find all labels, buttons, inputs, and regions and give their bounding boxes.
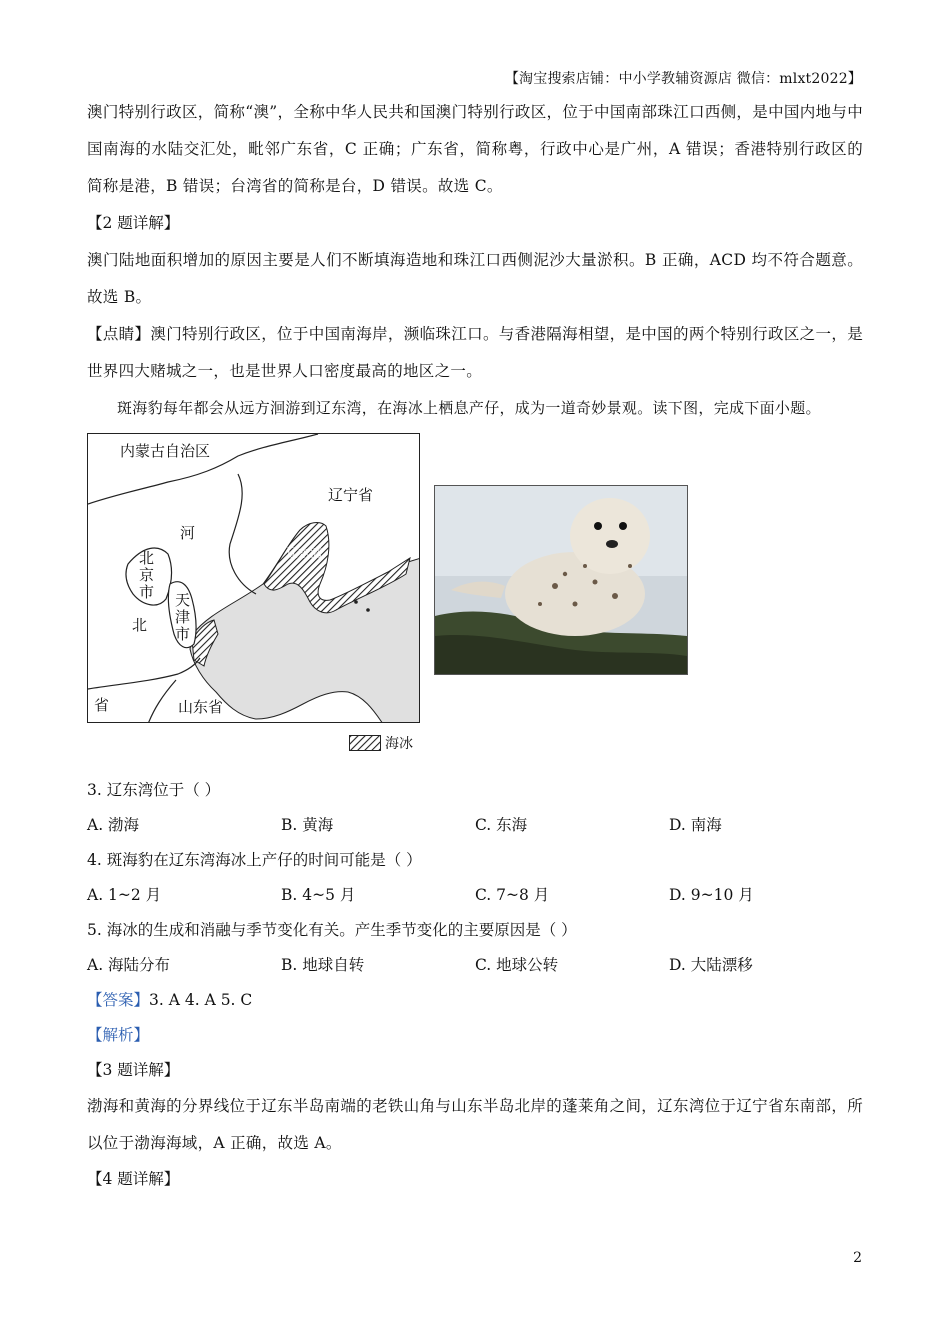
question-3-option-a[interactable]: A. 渤海: [87, 816, 140, 834]
boundary-shandong: [88, 658, 200, 689]
question-5-option-d[interactable]: D. 大陆漂移: [669, 956, 753, 974]
label-liaoning: 辽宁省: [328, 486, 374, 504]
figure-area: [87, 433, 863, 773]
liaodong-bay-map: [87, 433, 420, 723]
label-hebei-he: 河: [180, 524, 196, 542]
island-dot-2: [366, 608, 370, 612]
map-legend: [349, 733, 413, 753]
label-hebei-sheng: 省: [94, 696, 110, 714]
question-5-option-b[interactable]: B. 地球自转: [281, 956, 365, 974]
island-dot-1: [354, 600, 358, 604]
page-number: 2: [853, 1250, 862, 1266]
point-text: 澳门特别行政区，位于中国南海岸，濒临珠江口。与香港隔海相望，是中国的两个特别行政区之一，是世界四大赌城之一，也是世界人口密度最高的地区之一。: [87, 325, 863, 380]
label-liaodong-bay: 辽东湾: [286, 546, 323, 560]
question-3-option-c[interactable]: C. 东海: [475, 816, 528, 834]
point-heading: 【点睛】: [87, 325, 151, 343]
answer-text: 3. A 4. A 5. C: [149, 991, 253, 1009]
question-3-option-b[interactable]: B. 黄海: [281, 816, 334, 834]
label-beijing: 北京市: [137, 550, 155, 601]
question-5-options: [87, 948, 863, 983]
question-5-stem: 5. 海冰的生成和消融与季节变化有关。产生季节变化的主要原因是（ ）: [87, 921, 577, 939]
question-4-stem: 4. 斑海豹在辽东湾海冰上产仔的时间可能是（ ）: [87, 851, 422, 869]
q2-explanation: 澳门陆地面积增加的原因主要是人们不断填海造地和珠江口西侧泥沙大量淤积。B 正确，ACD 均不符合题意。故选 B。: [87, 251, 863, 306]
paragraph-macau: 澳门特别行政区，简称“澳”，全称中华人民共和国澳门特别行政区，位于中国南部珠江口西侧，是中国内地与中国南海的水陆交汇处，毗邻广东省，C 正确；广东省，简称粤，行政中心是广州，A 错误；香港特别行政区的简称是港，B 错误；台湾省的简称是台，D 错误。故选 C。: [87, 103, 863, 195]
answer-label: 【答案】: [87, 991, 150, 1009]
previous-answer-section: [87, 94, 863, 1197]
answer-line: [87, 983, 863, 1018]
analysis-label: 【解析】: [87, 1026, 150, 1044]
question-3-stem: 3. 辽东湾位于（ ）: [87, 781, 221, 799]
q3-explanation: 渤海和黄海的分界线位于辽东半岛南端的老铁山角与山东半岛北岸的蓬莱角之间，辽东湾位于辽宁省东南部，所以位于渤海海域，A 正确，故选 A。: [87, 1097, 863, 1152]
question-3-option-d[interactable]: D. 南海: [669, 816, 722, 834]
label-hebei-bei: 北: [132, 616, 148, 634]
q4-heading: 【4 题详解】: [87, 1170, 180, 1188]
boundary-hebei-liaoning: [229, 474, 256, 594]
label-shandong: 山东省: [178, 698, 224, 716]
seal-illustration: [435, 486, 687, 674]
label-inner-mongolia: 内蒙古自治区: [120, 442, 211, 460]
q2-heading: 【2 题详解】: [87, 214, 180, 232]
question-5-option-a[interactable]: A. 海陆分布: [87, 956, 171, 974]
seal-photo: [434, 485, 688, 675]
question-4-option-b[interactable]: B. 4~5 月: [281, 886, 356, 904]
question-4-option-d[interactable]: D. 9~10 月: [669, 886, 754, 904]
point-note: [87, 316, 863, 390]
header-note: 【淘宝搜索店铺：中小学教辅资源店 微信：mlxt2022】: [504, 71, 862, 87]
question-5-option-c[interactable]: C. 地球公转: [475, 956, 559, 974]
question-4-option-a[interactable]: A. 1~2 月: [87, 886, 162, 904]
sea-ice-legend-swatch: [349, 735, 381, 751]
question-3-options: [87, 808, 863, 843]
question-4-options: [87, 878, 863, 913]
question-intro: 斑海豹每年都会从远方洄游到辽东湾，在海冰上栖息产仔，成为一道奇妙景观。读下图，完成下面小题。: [117, 399, 821, 417]
q3-heading: 【3 题详解】: [87, 1061, 180, 1079]
legend-label: 海冰: [385, 736, 413, 752]
boundary-hebei-south: [148, 680, 176, 723]
label-tianjin: 天津市: [173, 592, 191, 643]
question-4-option-c[interactable]: C. 7~8 月: [475, 886, 550, 904]
